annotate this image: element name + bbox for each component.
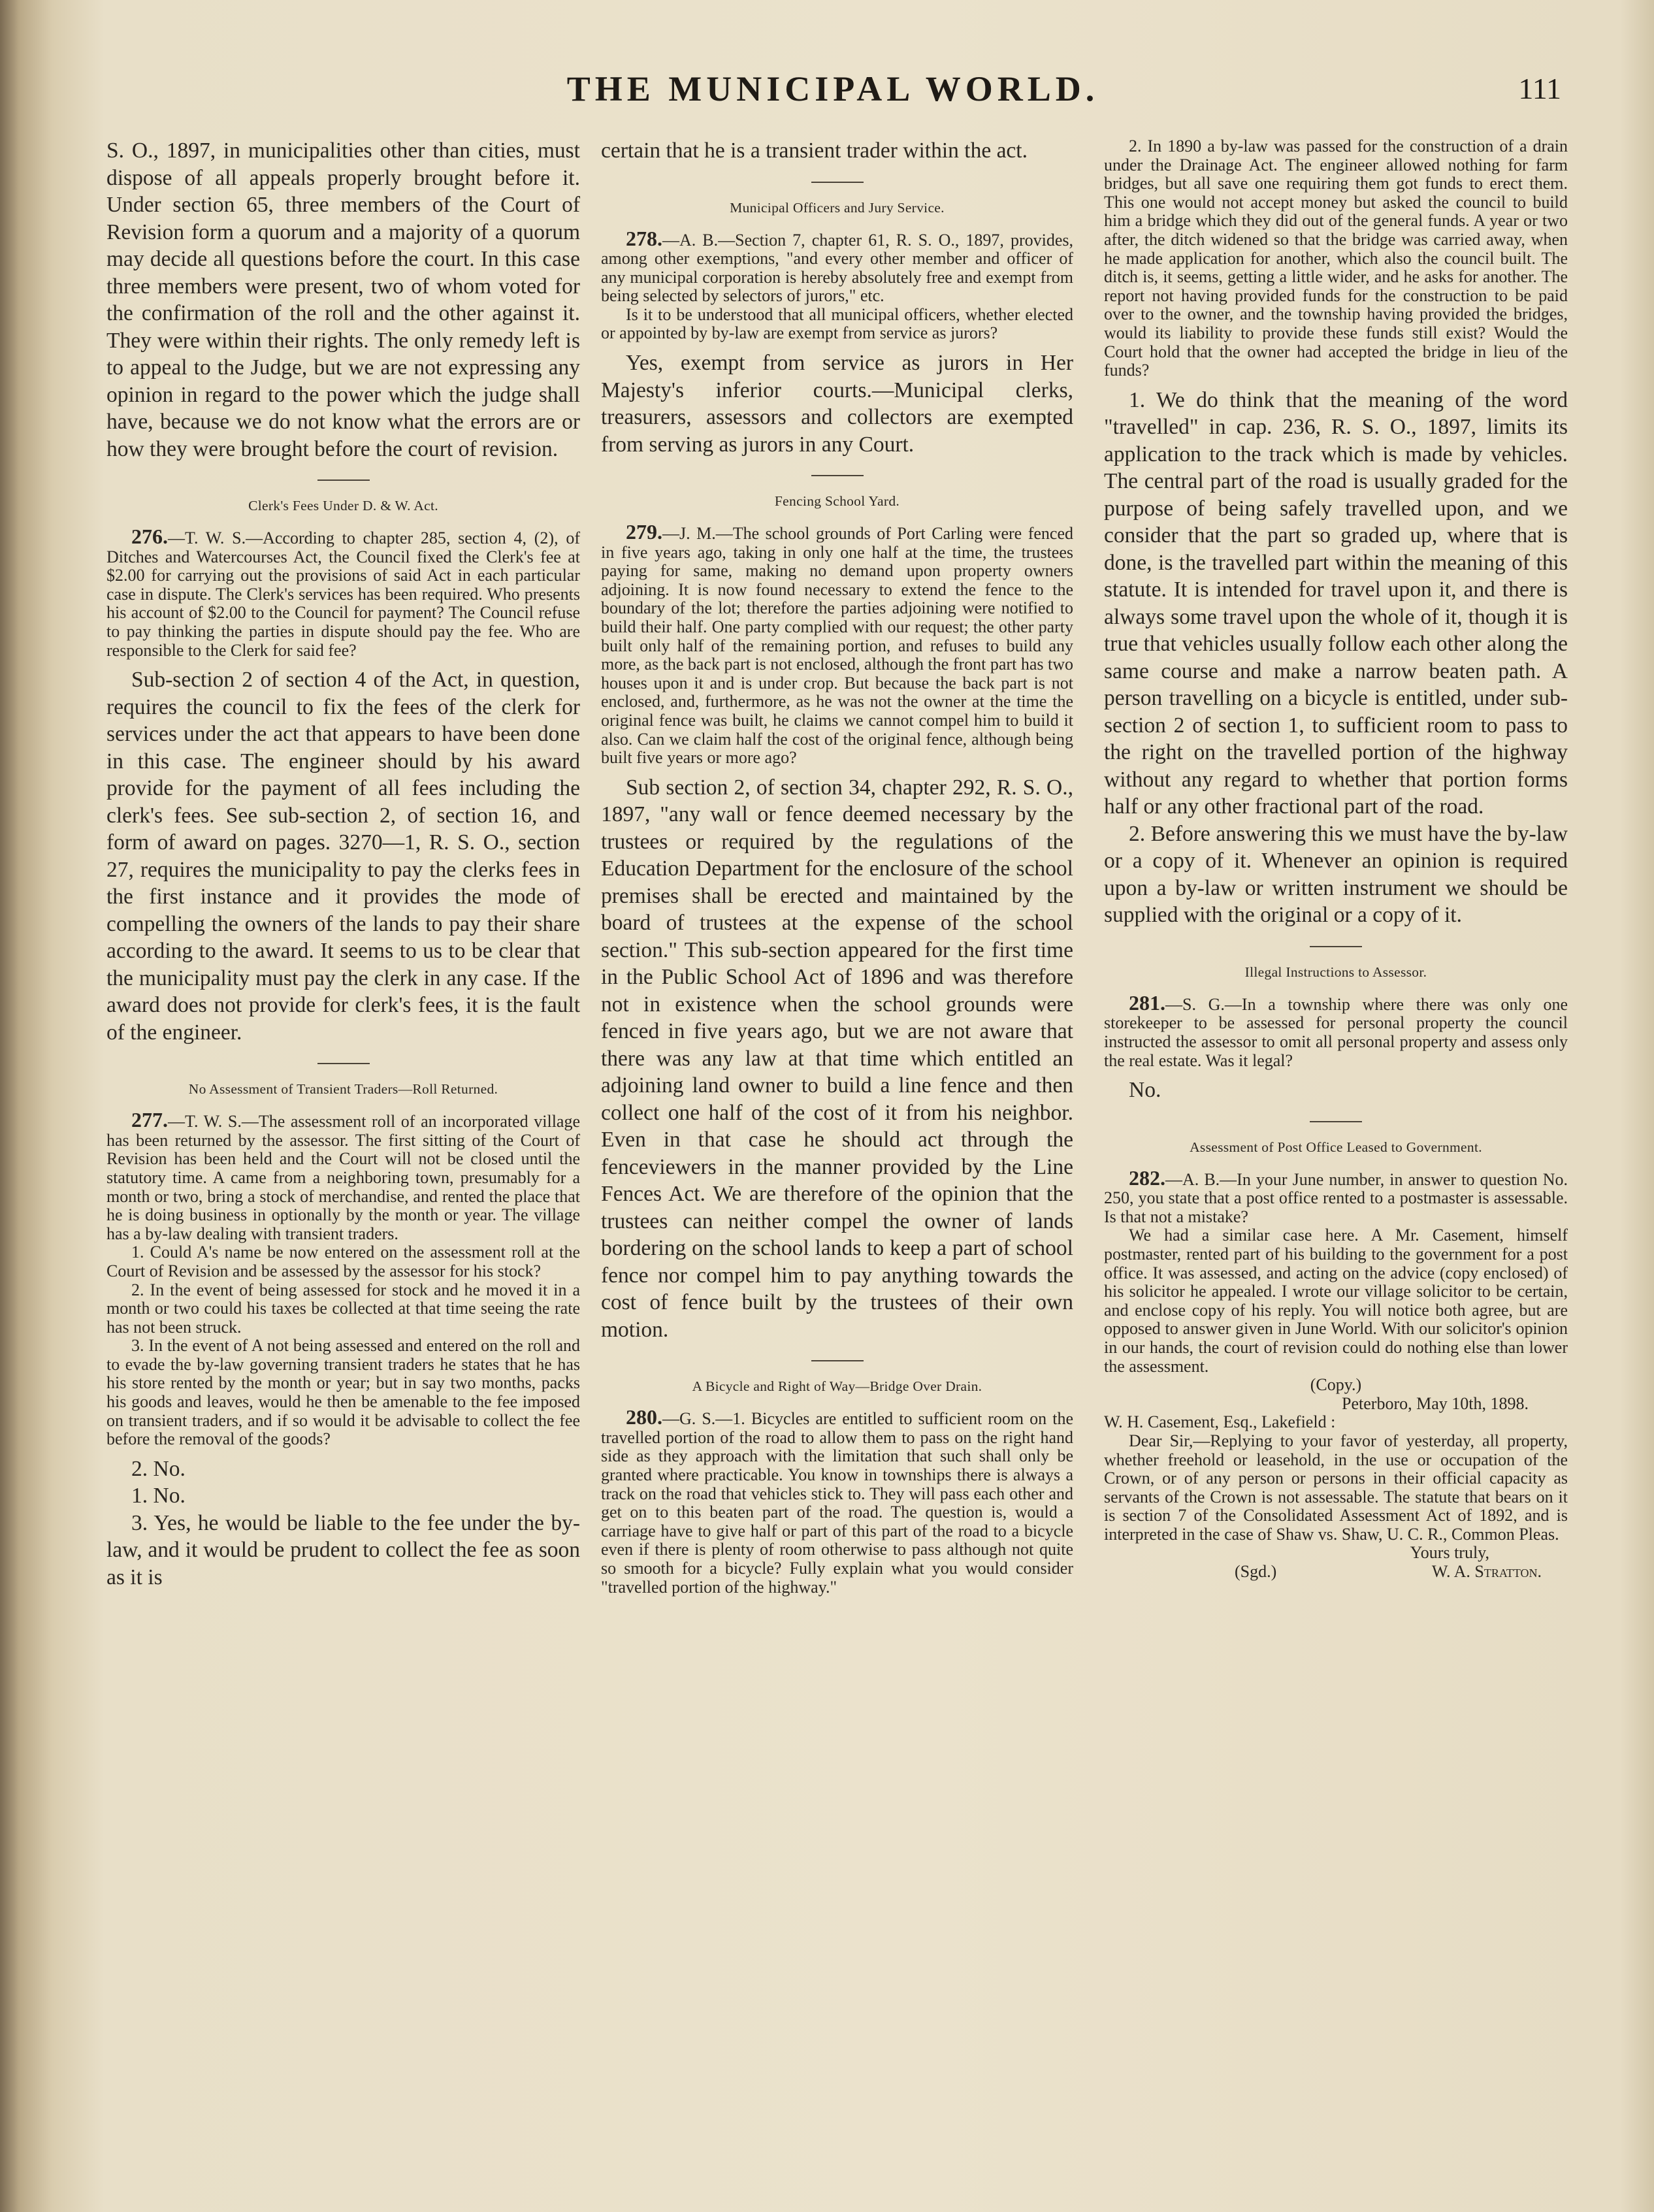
letter-addressee: W. H. Casement, Esq., Lakefield : <box>1104 1412 1336 1432</box>
page-number: 111 <box>1518 72 1561 105</box>
running-title: THE MUNICIPAL WORLD. <box>566 69 1099 108</box>
answer-281: No. <box>1129 1078 1161 1103</box>
answer-277-part-3: 3. Yes, he would be liable to the fee under the by-law, and it would be prudent to collect the fee as soon as it is <box>106 1510 580 1589</box>
section-rule <box>1310 1121 1362 1122</box>
question-281 <box>1104 990 1568 1070</box>
question-282 <box>1104 1165 1568 1227</box>
question-number: 281. <box>1129 990 1165 1015</box>
question-number: 278. <box>626 226 662 250</box>
question-text: —T. W. S.—The assessment roll of an incorporated village has been returned by the assessor. The first sitting of the Court of Revision has been held and the Court will not be closed until the statutory time. A came from a neighboring town, presumably for a month or two, bring a stock of merchandise, and rented the place that he is doing business in optionally by the month or year. The village has a by-law dealing with transient traders. <box>106 1112 580 1243</box>
section-rule <box>317 1063 370 1064</box>
section-heading-276: Clerk's Fees Under D. & W. Act. <box>248 498 438 513</box>
question-277-part-3: 3. In the event of A not being assessed and entered on the roll and to evade the by-law governing transient traders he states that he has his store rented by the month or year; but in say two months, packs his goods and leaves, would he then be amenable to the fee imposed on transient traders, and if so would it be advisable to collect the fee before the removal of the goods? <box>106 1336 580 1449</box>
question-277-part-1: 1. Could A's name be now entered on the assessment roll at the Court of Revision and be assessed by the assessor for his stock? <box>106 1243 580 1280</box>
signer-name: W. A. Stratton. <box>1431 1562 1542 1582</box>
section-heading-280: A Bicycle and Right of Way—Bridge Over Drain. <box>692 1378 982 1395</box>
question-text: —G. S.—1. Bicycles are entitled to sufficient room on the travelled portion of the road to allow them to pass on the right hand side as they approach with the limitation that such shall only be granted where practicable. You know in townships there is always a track on the road that vehicles stick to. They will pass each other and get on to this beaten part of the road. The question is, would a carriage have to give half or part of this part of the road to a bicycle even if there is plenty of room otherwise to pass although not quite so smooth for a bicycle? Fully explain what you would consider "travelled portion of the highway." <box>601 1409 1073 1597</box>
section-heading-279: Fencing School Yard. <box>774 493 900 510</box>
section-heading-282: Assessment of Post Office Leased to Government. <box>1190 1139 1482 1155</box>
column-3 <box>1104 137 1568 1582</box>
question-number: 277. <box>131 1108 168 1132</box>
answer-276: Sub-section 2 of section 4 of the Act, in question, requires the council to fix the fees of the clerk for services under the act that appears to have been done in this case. The engineer should by his award provide for the payment of all fees including the clerk's fees. See sub-section 2, of section 16, and form of award on pages. 3270—1, R. S. O., section 27, requires the municipality to pay the clerks fees in the first instance and it provides the mode of compelling the owners of the lands to pay their share according to the award. It seems to us to be clear that the municipality must pay the clerk in any case. If the award does not provide for clerk's fees, it is the fault of the engineer. <box>106 668 580 1045</box>
signed-marker: (Sgd.) <box>1235 1562 1277 1582</box>
question-279 <box>601 520 1073 768</box>
answer-280-part-1: 1. We do think that the meaning of the word "travelled" in cap. 236, R. S. O., 1897, limits its application to the track which is made by vehicles. The central part of the road is usually graded for the purpose of being safely travelled upon, and we consider that the part so graded up, where that is done, is the travelled part within the meaning of this statute. It is intended for travel upon it, and there is always some travel upon the whole of it, though it is true that vehicles usually follow each other along the same course and make a narrow beaten path. A person travelling on a bicycle is entitled, under sub-section 2 of section 1, to sufficient room to pass to the right on the travelled portion of the highway without any regard to whether that portion forms half or any other fractional part of the road. <box>1104 387 1568 819</box>
paragraph-continued: certain that he is a transient trader within the act. <box>601 138 1028 163</box>
question-278-part-2: Is it to be understood that all municipal officers, whether elected or appointed by by-law are exempt from service as jurors? <box>601 304 1073 343</box>
column-2 <box>601 137 1073 1597</box>
question-number: 276. <box>131 525 168 548</box>
copy-label: (Copy.) <box>1310 1375 1362 1395</box>
question-277-part-2: 2. In the event of being assessed for stock and he moved it in a month or two could his taxes be collected at that time seeing the rate has not been struck. <box>106 1280 580 1337</box>
section-heading-281: Illegal Instructions to Assessor. <box>1244 964 1427 980</box>
letter-place-date: Peterboro, May 10th, 1898. <box>1342 1393 1529 1413</box>
question-278 <box>601 226 1073 306</box>
question-282-part-2: We had a similar case here. A Mr. Casement, himself postmaster, rented part of his building to the government for a post office. It was assessed, and acting on the advice (copy enclosed) of his solicitor he appealed. I wrote our village solicitor to be certain, and enclose copy of his reply. You will notice both agree, but are opposed to answer given in June World. With our solicitor's opinion in our hands, the court of revision could do nothing else than lower the assessment. <box>1104 1226 1568 1376</box>
question-text: —S. G.—In a township where there was only one storekeeper to be assessed for personal property the council instructed the assessor to omit all personal property and assess only the real estate. Was it legal? <box>1104 994 1568 1070</box>
answer-278: Yes, exempt from service as jurors in Her Majesty's inferior courts.—Municipal clerks, treasurers, assessors and collectors are exempted from serving as jurors in any Court. <box>601 351 1073 457</box>
answer-279: Sub section 2, of section 34, chapter 292, R. S. O., 1897, "any wall or fence deemed necessary by the trustees or required by the regulations of the Education Department for the enclosure of the school premises shall be erected and maintained by the board of trustees at the expense of the school section." This sub-section appeared for the first time in the Public School Act of 1896 and was therefore not in existence when the school grounds were fenced in five years ago, but we are not aware that there was any law at that time which entitled an adjoining land owner to build a line fence and then collect one half of the cost of it from his neighbor. Even in that case he should act through the fenceviewers in the manner provided by the Line Fences Act. We are therefore of the opinion that the trustees can neither compel the owner of lands bordering on the school lands to keep a part of school fence nor compel him to pay anything towards the cost of fence built by the trustees of their own motion. <box>601 775 1073 1342</box>
question-text: —T. W. S.—According to chapter 285, section 4, (2), of Ditches and Watercourses Act, the Council fixed the Clerk's fee at $2.00 for carrying out the provisions of said Act in each particular case in dispute. The Clerk's services has been required. Who presents his account of $2.00 to the Council for payment? The Council refuse to pay thinking the parties in dispute should pay the fee. Who are responsible to the Clerk for said fee? <box>106 529 580 660</box>
question-277 <box>106 1108 580 1243</box>
letter-closing: Yours truly, <box>1410 1543 1489 1563</box>
question-number: 282. <box>1129 1165 1165 1190</box>
question-280 <box>601 1405 1073 1597</box>
letter-signature <box>1104 1563 1568 1582</box>
section-rule <box>811 1360 864 1361</box>
question-text: —A. B.—In your June number, in answer to question No. 250, you state that a post office rented to a postmaster is assessable. Is that not a mistake? <box>1104 1169 1568 1226</box>
section-rule <box>1310 946 1362 947</box>
question-280-part-2: 2. In 1890 a by-law was passed for the construction of a drain under the Drainage Act. The engineer allowed nothing for farm bridges, but all save one requiring them got funds to erect them. This one would not accept money but asked the council to build him a bridge which they did out of the general funds. A year or two after, the ditch widened so that the bridge was carried away, when he made application for another, which also the council built. The ditch is, it seems, getting a little wider, and he asks for another. The report not having provided funds for the construction to be paid over to the owner, and the township having provided the bridges, would its liability to provide these funds still exist? Would the Court hold that the owner had accepted the bridge in lieu of the funds? <box>1104 137 1568 380</box>
question-number: 280. <box>626 1405 662 1429</box>
section-rule <box>317 480 370 481</box>
question-text: —A. B.—Section 7, chapter 61, R. S. O., 1897, provides, among other exemptions, "and every other member and officer of any municipal corporation is hereby absolutely free and exempt from being selected by selectors of jurors," etc. <box>601 230 1073 306</box>
paragraph-intro: S. O., 1897, in municipalities other than cities, must dispose of all appeals properly brought before it. Under section 65, three members of the Court of Revision form a quorum and a majority of a quorum may decide all questions before the court. In this case three members were present, two of whom voted for the confirmation of the roll and the other against it. They were within their rights. The only remedy left is to appeal to the Judge, but we are not expressing any opinion in regard to the power which the judge shall have, because we do not know what the errors are or how they were brought before the court of revision. <box>106 138 580 461</box>
question-number: 279. <box>626 520 662 544</box>
section-rule <box>811 182 864 183</box>
letter-body: Dear Sir,—Replying to your favor of yesterday, all property, whether freehold or leasehold, in the use or occupation of the Crown, or of any person or persons in their official capacity as servants of the Crown is not assessable. The statute that bears on it is section 7 of the Consolidated Assessment Act of 1892, and is interpreted in the case of Shaw vs. Shaw, U. C. R., Common Pleas. <box>1104 1431 1568 1544</box>
section-rule <box>811 475 864 476</box>
section-heading-278: Municipal Officers and Jury Service. <box>730 199 945 216</box>
answer-277-part-2: 2. No. <box>131 1456 186 1481</box>
page-header <box>105 69 1561 114</box>
question-276 <box>106 527 580 660</box>
column-1 <box>106 137 580 1591</box>
section-heading-277: No Assessment of Transient Traders—Roll Returned. <box>188 1081 498 1098</box>
answer-277-part-1: 1. No. <box>131 1484 186 1508</box>
answer-280-part-2: 2. Before answering this we must have the by-law or a copy of it. Whenever an opinion is required upon a by-law or written instrument we should be supplied with the original or a copy of it. <box>1104 821 1568 928</box>
question-text: —J. M.—The school grounds of Port Carling were fenced in five years ago, taking in only one half at the time, the trustees paying for same, making no demand upon property owners adjoining. It is now found necessary to extend the fence to the boundary of the lot; therefore the parties adjoining were notified to build their half. One party complied with our request; the other party built only half of the remaining portion, and refuses to build any more, as the back part is not enclosed, although the front part has two houses upon it and is under crop. But because the back part is not enclosed, and, furthermore, as he was not the owner at the time the original fence was built, he claims we cannot compel him to build it also. Can we claim half the cost of the original fence, although being built five years or more ago? <box>601 524 1073 768</box>
